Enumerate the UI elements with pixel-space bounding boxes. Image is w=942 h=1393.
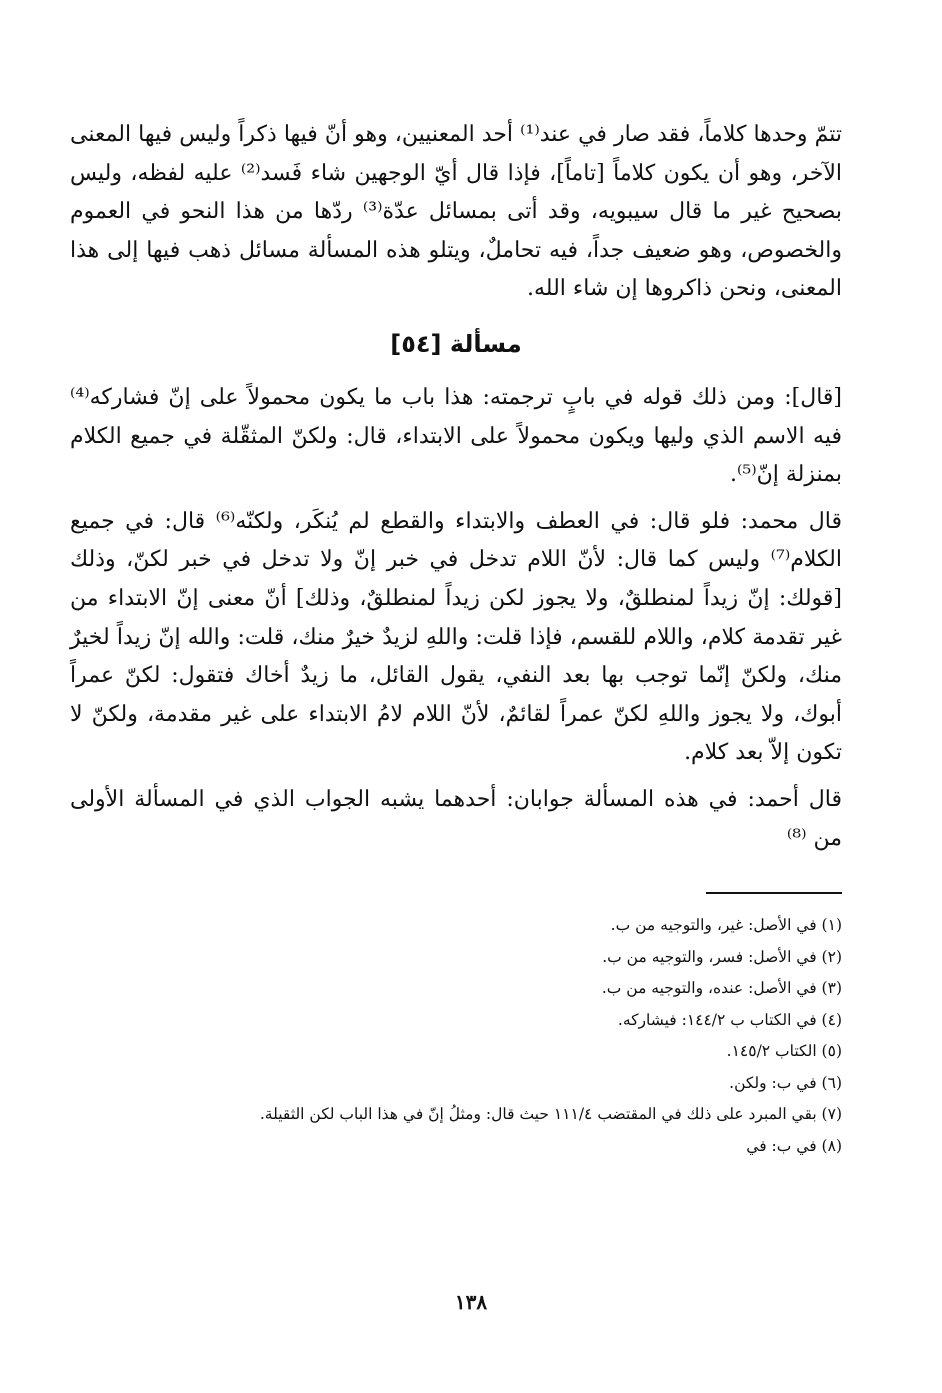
body-paragraph-4: قال أحمد: في هذه المسألة جوابان: أحدهما يشبه الجواب الذي في المسألة الأولى من ⁽⁸⁾ xyxy=(70,786,842,851)
section-heading: مسألة [٥٤] xyxy=(390,329,522,358)
body-paragraph-1: تتمّ وحدها كلاماً، فقد صار في عند⁽¹⁾ أحد المعنيين، وهو أنّ فيها ذكراً وليس فيها المعنى الآخر، وهو أن يكون كلاماً [تاماً]، فإذا قال أيّ الوجهين شاء فَسد⁽²⁾ عليه لفظه، وليس بصحيح غير ما قال سيبويه، وقد أتى بمسائل عدّة⁽³⁾ ردّها من هذا النحو في العموم والخصوص، وهو ضعيف جداً، فيه تحاملٌ، ويتلو هذه المسألة مسائل ذهب فيها إلى هذا المعنى، ونحن ذاكروها إن شاء الله. xyxy=(70,122,843,302)
body-paragraph-2: [قال]: ومن ذلك قوله في بابٍ ترجمته: هذا باب ما يكون محمولاً على إنّ فشاركه⁽⁴⁾ فيه الاسم الذي وليها ويكون محمولاً على الابتداء، قال: ولكنّ المثقّلة في جميع الكلام بمنزلة إنّ⁽⁵⁾. xyxy=(70,384,842,488)
footnote-2: (٢) في الأصل: فسر، والتوجيه من ب. xyxy=(602,947,842,966)
page-number: ١٣٨ xyxy=(454,1290,488,1314)
footnote-3: (٣) في الأصل: عنده، والتوجيه من ب. xyxy=(601,979,842,998)
footnotes-list xyxy=(70,910,842,1162)
footnote-1: (١) في الأصل: غير، والتوجيه من ب. xyxy=(610,916,842,935)
footnote-5: (٥) الكتاب ١٤٥/٢. xyxy=(726,1042,842,1061)
footnote-4: (٤) في الكتاب ب ١٤٤/٢: فيشاركه. xyxy=(617,1010,842,1029)
footnote-6: (٦) في ب: ولكن. xyxy=(729,1073,842,1092)
footnote-7: (٧) بقي المبرد على ذلك في المقتضب ١١١/٤ حيث قال: ومثلُ إنّ في هذا الباب لكن الثقيلة. xyxy=(259,1105,842,1124)
footnote-divider xyxy=(706,892,842,894)
footnote-8: (٨) في ب: في xyxy=(746,1136,842,1155)
body-paragraph-3: قال محمد: فلو قال: في العطف والابتداء والقطع لم يُنكَر، ولكنّه⁽⁶⁾ قال: في جميع الكلام⁽⁷⁾ وليس كما قال: لأنّ اللام تدخل في خبر إنّ ولا تدخل في خبر لكنّ، وذلك [قولك: إنّ زيداً لمنطلقٌ، ولا يجوز لكن زيداً لمنطلقٌ، وذلك] أنّ معنى إنّ الابتداء من غير تقدمة كلام، واللام للقسم، فإذا قلت: واللهِ لزيدٌ خيرٌ منك، قلت: والله إنّ زيداً لخيرٌ منك، ولكنّ إنّما توجب بها بعد النفي، يقول القائل، ما زيدٌ أخاك فتقول: لكنّ عمراً أبوك، ولا يجوز واللهِ لكنّ عمراً لقائمٌ، لأنّ اللام لامُ الابتداء على غير مقدمة، ولكنّ لا تكون إلاّ بعد كلام. xyxy=(70,508,842,766)
book-page xyxy=(70,110,842,1370)
